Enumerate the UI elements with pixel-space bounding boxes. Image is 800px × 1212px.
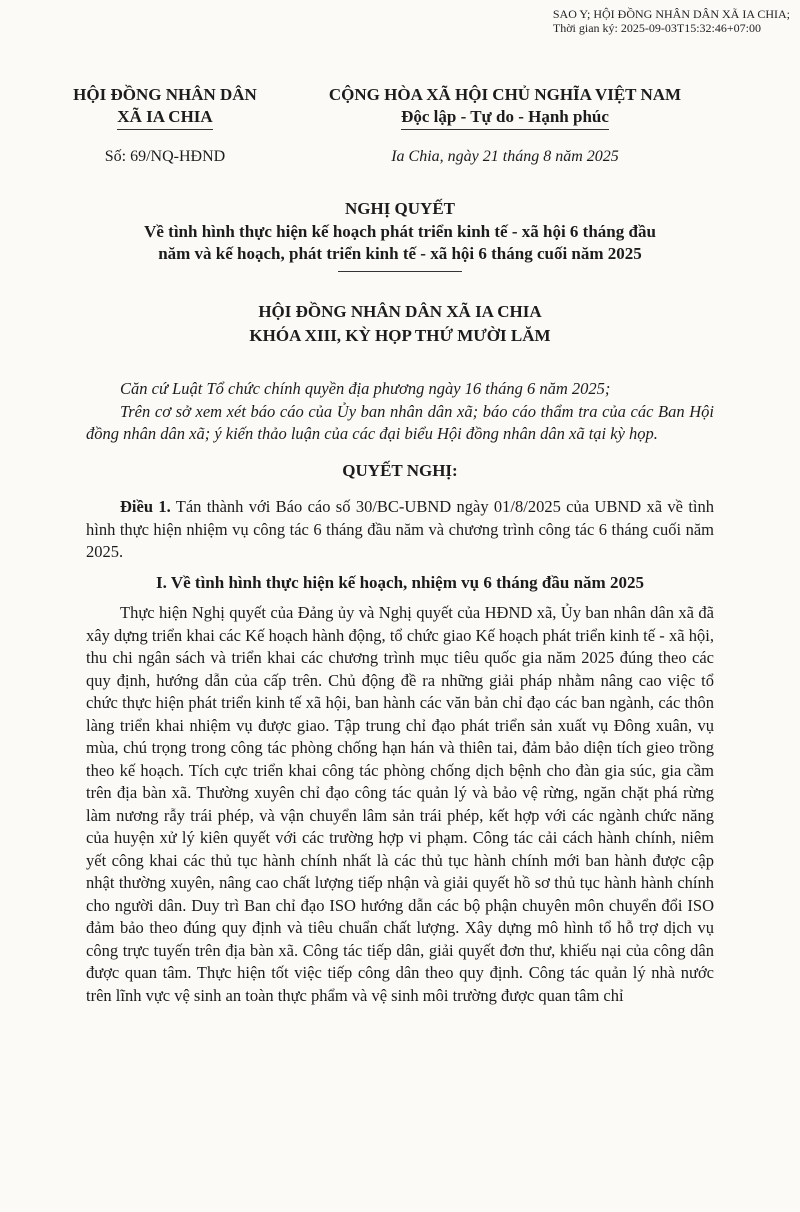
- council-heading: [70, 300, 730, 348]
- authority-line-2: XÃ IA CHIA: [117, 106, 212, 130]
- article-1-text: Tán thành với Báo cáo số 30/BC-UBND ngày 01/8/2025 của UBND xã về tình hình thực hiện nhiệm vụ công tác 6 tháng đầu năm và chương trình công tác 6 tháng cuối năm 2025.: [86, 497, 714, 561]
- council-session: KHÓA XIII, KỲ HỌP THỨ MƯỜI LĂM: [249, 326, 551, 345]
- country-name: CỘNG HÒA XÃ HỘI CHỦ NGHĨA VIỆT NAM: [328, 85, 682, 104]
- authority-line-1: HỘI ĐỒNG NHÂN DÂN: [73, 85, 257, 104]
- council-name: HỘI ĐỒNG NHÂN DÂN XÃ IA CHIA: [258, 302, 542, 321]
- digital-signature-stamp: [553, 7, 790, 35]
- document-body: [86, 378, 714, 1007]
- document-number: Số: 69/NQ-HĐND: [104, 148, 226, 165]
- legal-basis-2: Trên cơ sở xem xét báo cáo của Ủy ban nhân dân xã; báo cáo thẩm tra của các Ban Hội đồng nhân dân xã; ý kiến thảo luận của các đại biểu Hội đồng nhân dân xã tại kỳ họp.: [86, 401, 714, 443]
- stamp-line-2: Thời gian ký: 2025-09-03T15:32:46+07:00: [552, 21, 761, 35]
- subject-line-2: năm và kế hoạch, phát triển kinh tế - xã hội 6 tháng cuối năm 2025: [158, 244, 642, 263]
- document-title: [70, 198, 730, 265]
- national-motto: Độc lập - Tự do - Hạnh phúc: [401, 106, 609, 130]
- document-date: Ia Chia, ngày 21 tháng 8 năm 2025: [391, 148, 619, 165]
- legal-basis-1: Căn cứ Luật Tổ chức chính quyền địa phương ngày 16 tháng 6 năm 2025;: [120, 379, 611, 398]
- document-type: NGHỊ QUYẾT: [344, 199, 456, 218]
- stamp-line-1: SAO Y; HỘI ĐỒNG NHÂN DÂN XÃ IA CHIA;: [552, 7, 790, 21]
- section-1-heading: I. Về tình hình thực hiện kế hoạch, nhiệm vụ 6 tháng đầu năm 2025: [156, 572, 644, 592]
- issuing-authority: [60, 84, 270, 130]
- title-divider: [338, 271, 462, 272]
- subject-line-1: Về tình hình thực hiện kế hoạch phát triển kinh tế - xã hội 6 tháng đầu: [144, 222, 656, 241]
- article-1-label: Điều 1.: [120, 497, 171, 516]
- national-title: [305, 84, 705, 130]
- decision-heading: QUYẾT NGHỊ:: [342, 460, 458, 480]
- article-1: [86, 496, 714, 564]
- section-1-paragraph: Thực hiện Nghị quyết của Đảng ủy và Nghị quyết của HĐND xã, Ủy ban nhân dân xã đã xây dựng triển khai các Kế hoạch hành động, tổ chức giao Kế hoạch phát triển kinh tế - xã hội, thu chi ngân sách và triển khai các chương trình mục tiêu quốc gia năm 2025 đúng theo các quy định, hướng dẫn của cấp trên. Chủ động đề ra những giải pháp nhằm nâng cao việc tổ chức thực hiện phát triển kinh tế xã hội, ban hành các văn bản chỉ đạo các ban ngành, các thôn làng triển khai nhiệm vụ được giao. Tập trung chỉ đạo phát triển sản xuất vụ Đông xuân, vụ mùa, chú trọng trong công tác phòng chống hạn hán và thiên tai, đảm bảo diện tích gieo trồng theo kế hoạch. Tích cực triển khai công tác phòng chống dịch bệnh cho đàn gia súc, gia cầm trên địa bàn xã. Thường xuyên chỉ đạo công tác quản lý và bảo vệ rừng, ngăn chặt phá rừng làm nương rẫy trái phép, và vận chuyển lâm sản trái phép, kết hợp với các ngành chức năng của huyện xử lý kiên quyết với các trường hợp vi phạm. Công tác cải cách hành chính, niêm yết công khai các thủ tục hành chính nhất là các thủ tục hành chính mới ban hành được cập nhật thường xuyên, nâng cao chất lượng tiếp nhận và giải quyết hồ sơ thủ tục hành hành chính cho người dân. Duy trì Ban chỉ đạo ISO hướng dẫn các bộ phận chuyên môn chuyển đổi ISO đảm bảo theo đúng quy định và tiêu chuẩn chất lượng. Xây dựng mô hình tổ hỗ trợ dịch vụ công trực tuyến trên địa bàn xã. Công tác tiếp dân, giải quyết đơn thư, khiếu nại của công dân được quan tâm. Thực hiện tốt việc tiếp công dân theo quy định. Công tác quản lý nhà nước trên lĩnh vực vệ sinh an toàn thực phẩm và vệ sinh môi trường được quan tâm chỉ: [86, 603, 714, 1005]
